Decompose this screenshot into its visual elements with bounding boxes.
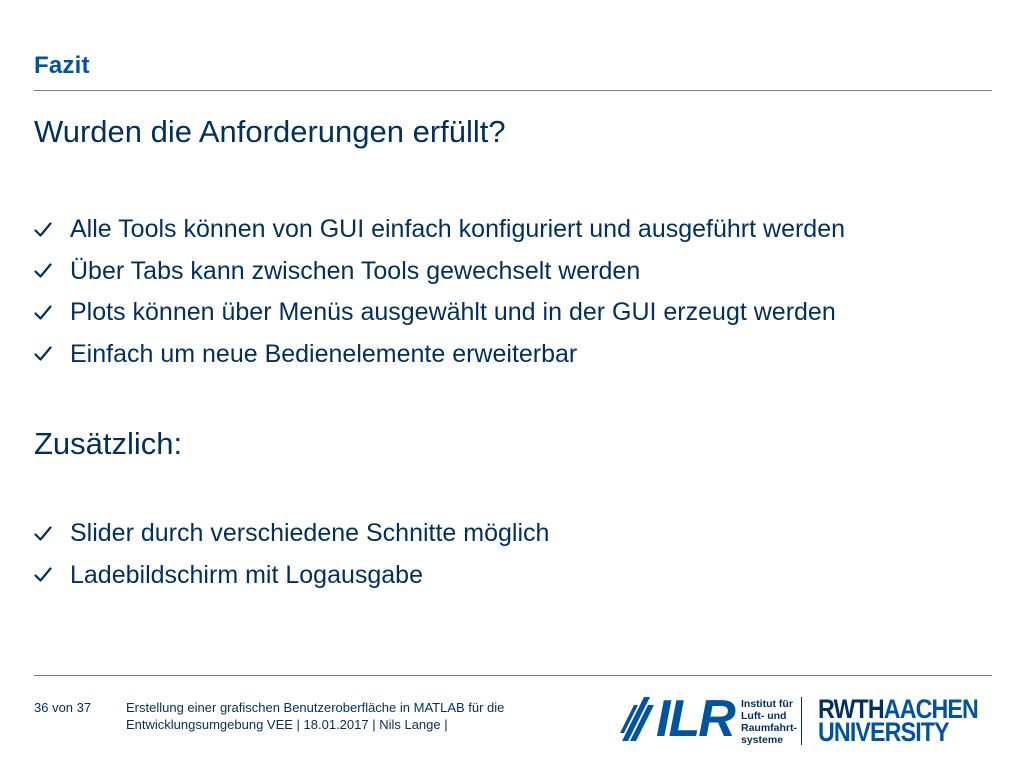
footer-line-1: Erstellung einer grafischen Benutzeroberfläche in MATLAB für die	[126, 700, 505, 715]
list-item	[34, 209, 845, 251]
list-item-text: Über Tabs kann zwischen Tools gewechselt werden	[70, 256, 641, 285]
list-item	[34, 292, 845, 334]
page-number: 36 von 37	[34, 700, 92, 715]
ilr-logo-letters: ILR	[656, 690, 734, 748]
footer-line-2: Entwicklungsumgebung VEE | 18.01.2017 | Nils Lange |	[126, 717, 448, 732]
additional-checklist	[34, 513, 549, 596]
list-item	[34, 513, 549, 555]
requirements-heading: Wurden die Anforderungen erfüllt?	[34, 114, 506, 149]
list-item	[34, 251, 845, 293]
check-mark-icon	[34, 305, 70, 321]
list-item-text: Slider durch verschiedene Schnitte möglich	[70, 519, 550, 548]
footer-description	[126, 699, 504, 733]
section-title: Fazit	[34, 52, 90, 79]
list-item	[34, 334, 845, 376]
footer-divider	[34, 675, 992, 676]
ilr-logo-line: Luft- und	[741, 710, 787, 722]
list-item-text: Ladebildschirm mit Logausgabe	[70, 560, 423, 589]
additional-heading: Zusätzlich:	[34, 426, 183, 461]
ilr-logo-mark-icon	[620, 693, 656, 743]
list-item-text: Plots können über Menüs ausgewählt und in der GUI erzeugt werden	[70, 298, 836, 327]
logo-divider	[801, 697, 802, 745]
header-divider	[34, 90, 992, 91]
ilr-logo-line: Institut für	[741, 698, 793, 710]
list-item	[34, 555, 549, 597]
list-item-text: Einfach um neue Bedienelemente erweiterbar	[70, 339, 578, 368]
ilr-logo-text	[741, 698, 797, 746]
requirements-checklist	[34, 209, 845, 375]
ilr-logo-line: Raumfahrt-	[741, 722, 798, 734]
check-mark-icon	[34, 346, 70, 362]
rwth-logo-light: AACHEN	[883, 694, 978, 724]
check-mark-icon	[34, 263, 70, 279]
check-mark-icon	[34, 567, 70, 583]
check-mark-icon	[34, 526, 70, 542]
list-item-text: Alle Tools können von GUI einfach konfiguriert und ausgeführt werden	[70, 215, 846, 244]
check-mark-icon	[34, 222, 70, 238]
rwth-logo-bold: RWTH	[818, 694, 884, 724]
ilr-logo-line: systeme	[741, 734, 784, 746]
rwth-logo-bottom: UNIVERSITY	[818, 717, 949, 747]
